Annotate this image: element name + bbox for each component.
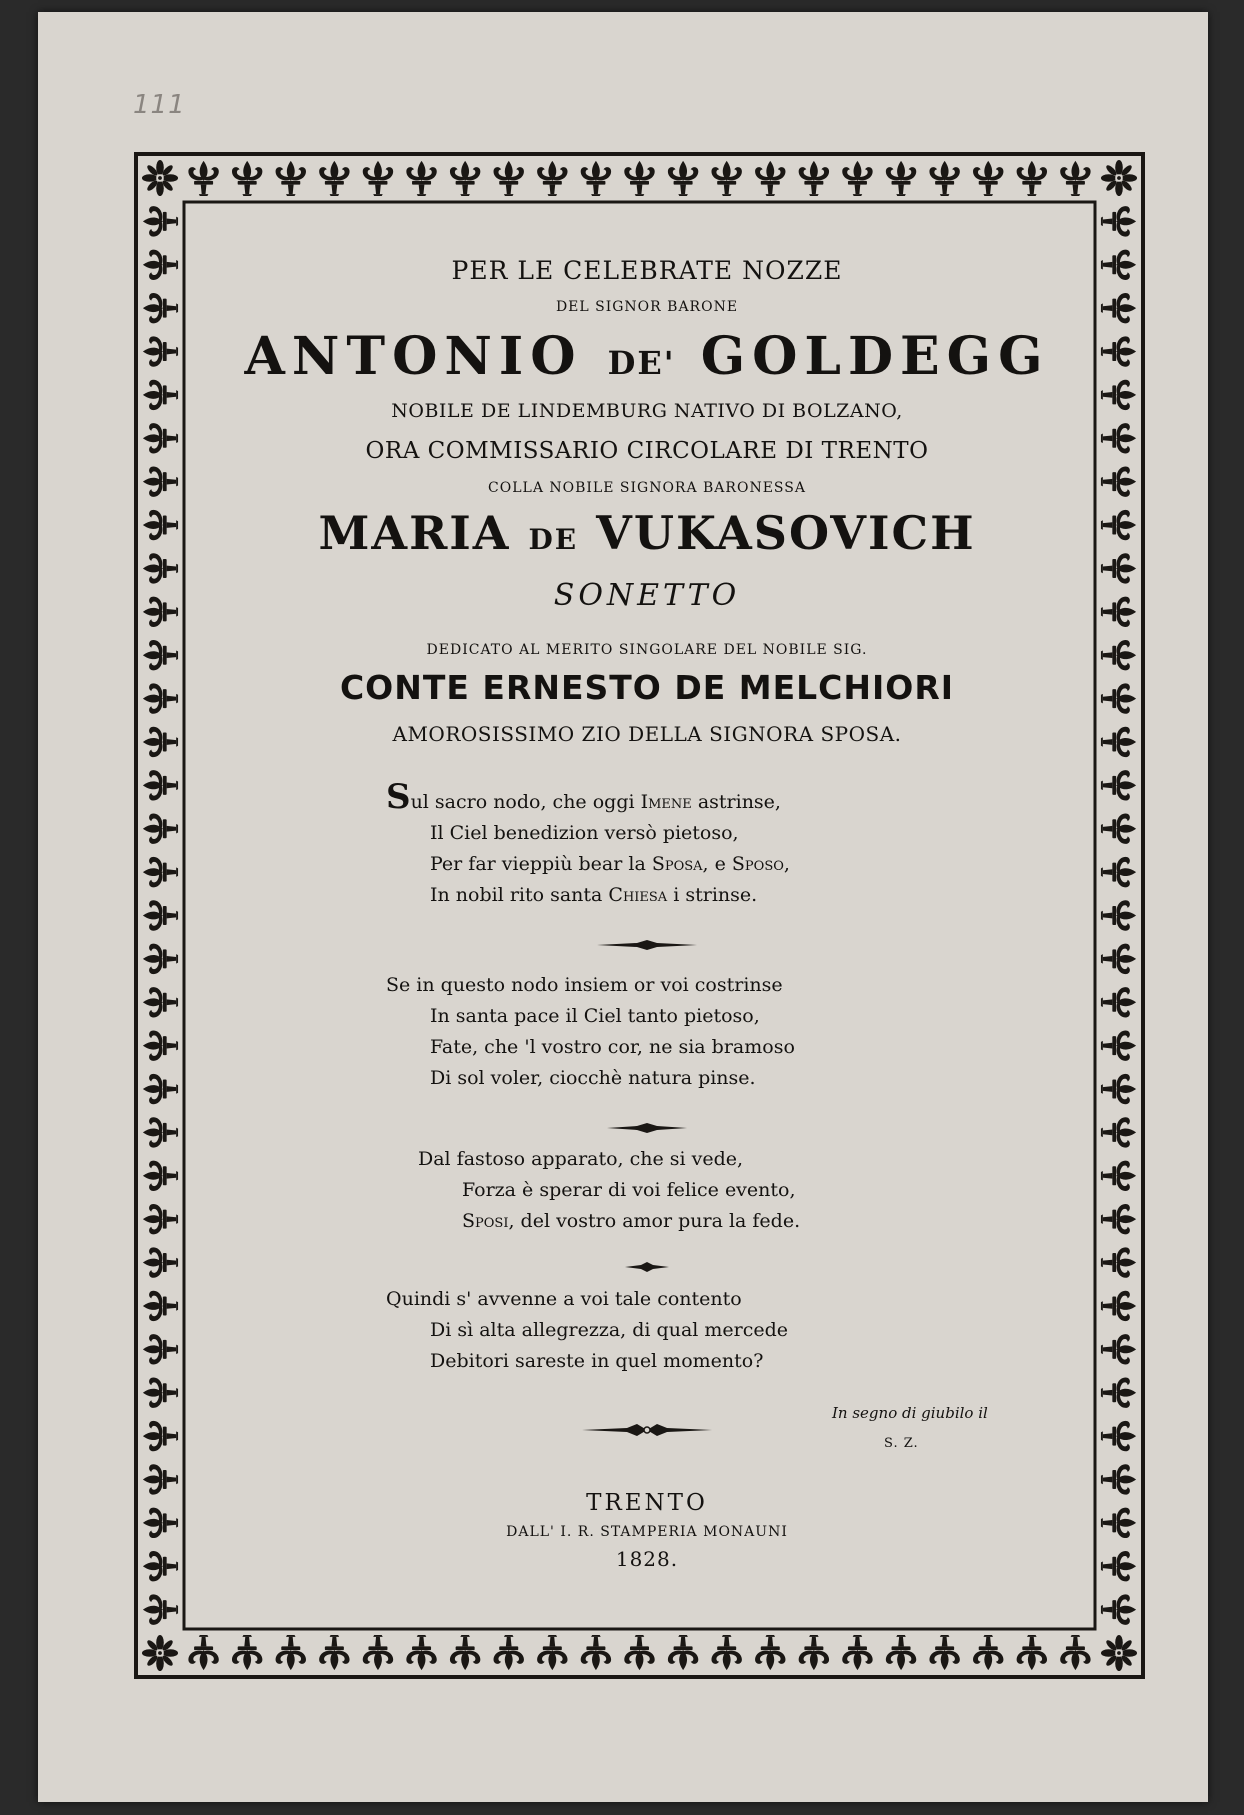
- fleur-de-lis-icon: [319, 1635, 349, 1670]
- fleur-de-lis-icon: [406, 161, 436, 196]
- fleur-de-lis-icon: [188, 161, 218, 196]
- fleur-de-lis-icon: [143, 1291, 178, 1321]
- fleur-de-lis-icon: [143, 1030, 178, 1060]
- verse-text: i strinse.: [667, 884, 758, 906]
- fleur-de-lis-icon: [143, 770, 178, 800]
- relation-line: AMOROSISSIMO ZIO DELLA SIGNORA SPOSA.: [392, 722, 902, 746]
- fleur-de-lis-icon: [188, 1635, 218, 1670]
- fleur-de-lis-icon: [143, 1551, 178, 1581]
- groom-office-line: ORA COMMISSARIO CIRCOLARE DI TRENTO: [365, 438, 929, 464]
- imprint-year: 1828.: [615, 1547, 679, 1571]
- fleur-de-lis-icon: [143, 683, 178, 713]
- fleur-de-lis-icon: [143, 857, 178, 887]
- fleur-de-lis-icon: [143, 1594, 178, 1624]
- fleur-de-lis-icon: [581, 1635, 611, 1670]
- verse-line: Dal fastoso apparato, che si vede,: [418, 1148, 744, 1170]
- stanza-2: [386, 970, 795, 1094]
- corner-rosette-icon: [142, 160, 178, 196]
- fleur-de-lis-icon: [668, 161, 698, 196]
- fleur-de-lis-icon: [973, 1635, 1003, 1670]
- bride-title-line: COLLA NOBILE SIGNORA BARONESSA: [488, 480, 806, 496]
- fleur-de-lis-icon: [1017, 161, 1047, 196]
- fleur-de-lis-icon: [143, 1161, 178, 1191]
- verse-line: Il Ciel benedizion versò pietoso,: [430, 822, 739, 844]
- verse-line: [386, 880, 790, 911]
- fleur-de-lis-icon: [755, 161, 785, 196]
- groom-first-name: ANTONIO: [244, 326, 583, 387]
- verse-smallcaps: Sposi: [462, 1210, 509, 1232]
- fleur-de-lis-icon: [143, 987, 178, 1017]
- fleur-de-lis-icon: [143, 1421, 178, 1451]
- bride-first-name: MARIA: [318, 506, 511, 560]
- fleur-de-lis-icon: [973, 161, 1003, 196]
- fleur-de-lis-icon: [406, 1635, 436, 1670]
- fleur-de-lis-icon: [494, 161, 524, 196]
- imprint-printer: DALL' I. R. STAMPERIA MONAUNI: [506, 1524, 788, 1540]
- fleur-de-lis-icon: [143, 1378, 178, 1408]
- occasion-line: PER LE CELEBRATE NOZZE: [451, 256, 843, 285]
- signature-line: In segno di giubilo il: [832, 1404, 988, 1422]
- fleur-de-lis-icon: [755, 1635, 785, 1670]
- fleur-de-lis-icon: [143, 293, 178, 323]
- fleur-de-lis-icon: [799, 1635, 829, 1670]
- fleur-de-lis-icon: [143, 553, 178, 583]
- fleur-de-lis-icon: [143, 1334, 178, 1364]
- verse-smallcaps: Sposa: [651, 853, 703, 875]
- verse-smallcaps: Sposo: [731, 853, 784, 875]
- fleur-de-lis-icon: [1017, 1635, 1047, 1670]
- verse-text: astrinse,: [691, 791, 781, 813]
- groom-last-name: GOLDEGG: [700, 326, 1050, 387]
- stanza-divider-ornament: [625, 1262, 669, 1272]
- closing-ornament: [582, 1422, 712, 1438]
- fleur-de-lis-icon: [143, 206, 178, 236]
- verse-line: Fate, che 'l vostro cor, ne sia bramoso: [430, 1036, 795, 1058]
- bride-last-name: VUKASOVICH: [596, 506, 976, 560]
- bride-particle: DE: [528, 523, 579, 556]
- dedicatee-name: CONTE ERNESTO DE MELCHIORI: [339, 668, 955, 707]
- fleur-de-lis-icon: [624, 1635, 654, 1670]
- verse-line: [418, 1206, 800, 1237]
- corner-rosette-icon: [1101, 1635, 1137, 1671]
- fleur-de-lis-icon: [143, 1117, 178, 1147]
- fleur-de-lis-icon: [143, 466, 178, 496]
- groom-title-line: DEL SIGNOR BARONE: [555, 299, 739, 315]
- fleur-de-lis-icon: [143, 1464, 178, 1494]
- verse-line: Quindi s' avvenne a voi tale contento: [386, 1288, 742, 1310]
- fleur-de-lis-icon: [143, 1204, 178, 1234]
- verse-line: Se in questo nodo insiem or voi costrinse: [386, 974, 783, 996]
- groom-particle: DE': [607, 344, 676, 382]
- verse-line: Forza è sperar di voi felice evento,: [462, 1179, 796, 1201]
- fleur-de-lis-icon: [276, 1635, 306, 1670]
- fleur-de-lis-icon: [143, 900, 178, 930]
- verse-text: , e: [702, 853, 732, 875]
- fleur-de-lis-icon: [494, 1635, 524, 1670]
- fleur-de-lis-icon: [143, 640, 178, 670]
- fleur-de-lis-icon: [232, 161, 262, 196]
- fleur-de-lis-icon: [799, 161, 829, 196]
- fleur-de-lis-icon: [842, 161, 872, 196]
- corner-rosette-icon: [1101, 160, 1137, 196]
- archive-mark: 111: [133, 90, 186, 120]
- verse-smallcaps: Chiesa: [608, 884, 668, 906]
- fleur-de-lis-icon: [929, 1635, 959, 1670]
- fleur-de-lis-icon: [581, 161, 611, 196]
- verse-text: ,: [783, 853, 790, 875]
- fleur-de-lis-icon: [143, 814, 178, 844]
- imprint-city: TRENTO: [586, 1490, 708, 1516]
- fleur-de-lis-icon: [668, 1635, 698, 1670]
- broadside-sheet: [38, 12, 1208, 1802]
- fleur-de-lis-icon: [1060, 1635, 1090, 1670]
- bride-name: [180, 506, 1114, 560]
- fleur-de-lis-icon: [143, 944, 178, 974]
- stanza-3: [418, 1144, 800, 1237]
- fleur-de-lis-icon: [143, 510, 178, 540]
- drop-cap: S: [386, 777, 411, 817]
- verse-text: Per far vieppiù bear la: [430, 853, 652, 875]
- fleur-de-lis-icon: [143, 380, 178, 410]
- fleur-de-lis-icon: [319, 161, 349, 196]
- genre-heading: SONETTO: [553, 578, 741, 613]
- fleur-de-lis-icon: [537, 1635, 567, 1670]
- fleur-de-lis-icon: [143, 423, 178, 453]
- fleur-de-lis-icon: [450, 161, 480, 196]
- fleur-de-lis-icon: [842, 1635, 872, 1670]
- fleur-de-lis-icon: [886, 1635, 916, 1670]
- fleur-de-lis-icon: [929, 161, 959, 196]
- fleur-de-lis-icon: [232, 1635, 262, 1670]
- fleur-de-lis-icon: [143, 336, 178, 366]
- fleur-de-lis-icon: [363, 1635, 393, 1670]
- verse-text: In nobil rito santa: [430, 884, 609, 906]
- fleur-de-lis-icon: [711, 161, 741, 196]
- fleur-de-lis-icon: [711, 1635, 741, 1670]
- fleur-de-lis-icon: [537, 161, 567, 196]
- stanza-1: [386, 777, 790, 911]
- verse-text: , del vostro amor pura la fede.: [508, 1210, 801, 1232]
- groom-origin-line: NOBILE DE LINDEMBURG NATIVO DI BOLZANO,: [391, 400, 903, 422]
- fleur-de-lis-icon: [624, 161, 654, 196]
- fleur-de-lis-icon: [276, 161, 306, 196]
- fleur-de-lis-icon: [1060, 161, 1090, 196]
- verse-line: Di sol voler, ciocchè natura pinse.: [430, 1067, 756, 1089]
- fleur-de-lis-icon: [143, 1074, 178, 1104]
- groom-name: [180, 326, 1114, 387]
- fleur-de-lis-icon: [143, 250, 178, 280]
- stanza-divider-ornament: [597, 939, 697, 951]
- fleur-de-lis-icon: [143, 1247, 178, 1277]
- verse-line: In santa pace il Ciel tanto pietoso,: [430, 1005, 760, 1027]
- fleur-de-lis-icon: [143, 1508, 178, 1538]
- corner-rosette-icon: [142, 1635, 178, 1671]
- fleur-de-lis-icon: [143, 597, 178, 627]
- fleur-de-lis-icon: [886, 161, 916, 196]
- stanza-4: [386, 1284, 788, 1377]
- broadside-text: [180, 214, 1114, 1634]
- signature-initials: S. Z.: [884, 1436, 919, 1451]
- stanza-divider-ornament: [607, 1122, 687, 1134]
- fleur-de-lis-icon: [450, 1635, 480, 1670]
- verse-line: Di sì alta allegrezza, di qual mercede: [430, 1319, 789, 1341]
- fleur-de-lis-icon: [363, 161, 393, 196]
- verse-smallcaps: Imene: [640, 791, 692, 813]
- verse-text: ul sacro nodo, che oggi: [410, 791, 641, 813]
- verse-line: Debitori sareste in quel momento?: [430, 1350, 764, 1372]
- dedication-line: DEDICATO AL MERITO SINGOLARE DEL NOBILE SIG.: [426, 642, 868, 658]
- fleur-de-lis-icon: [143, 727, 178, 757]
- verse-line: [386, 849, 790, 880]
- verse-line: [386, 777, 790, 818]
